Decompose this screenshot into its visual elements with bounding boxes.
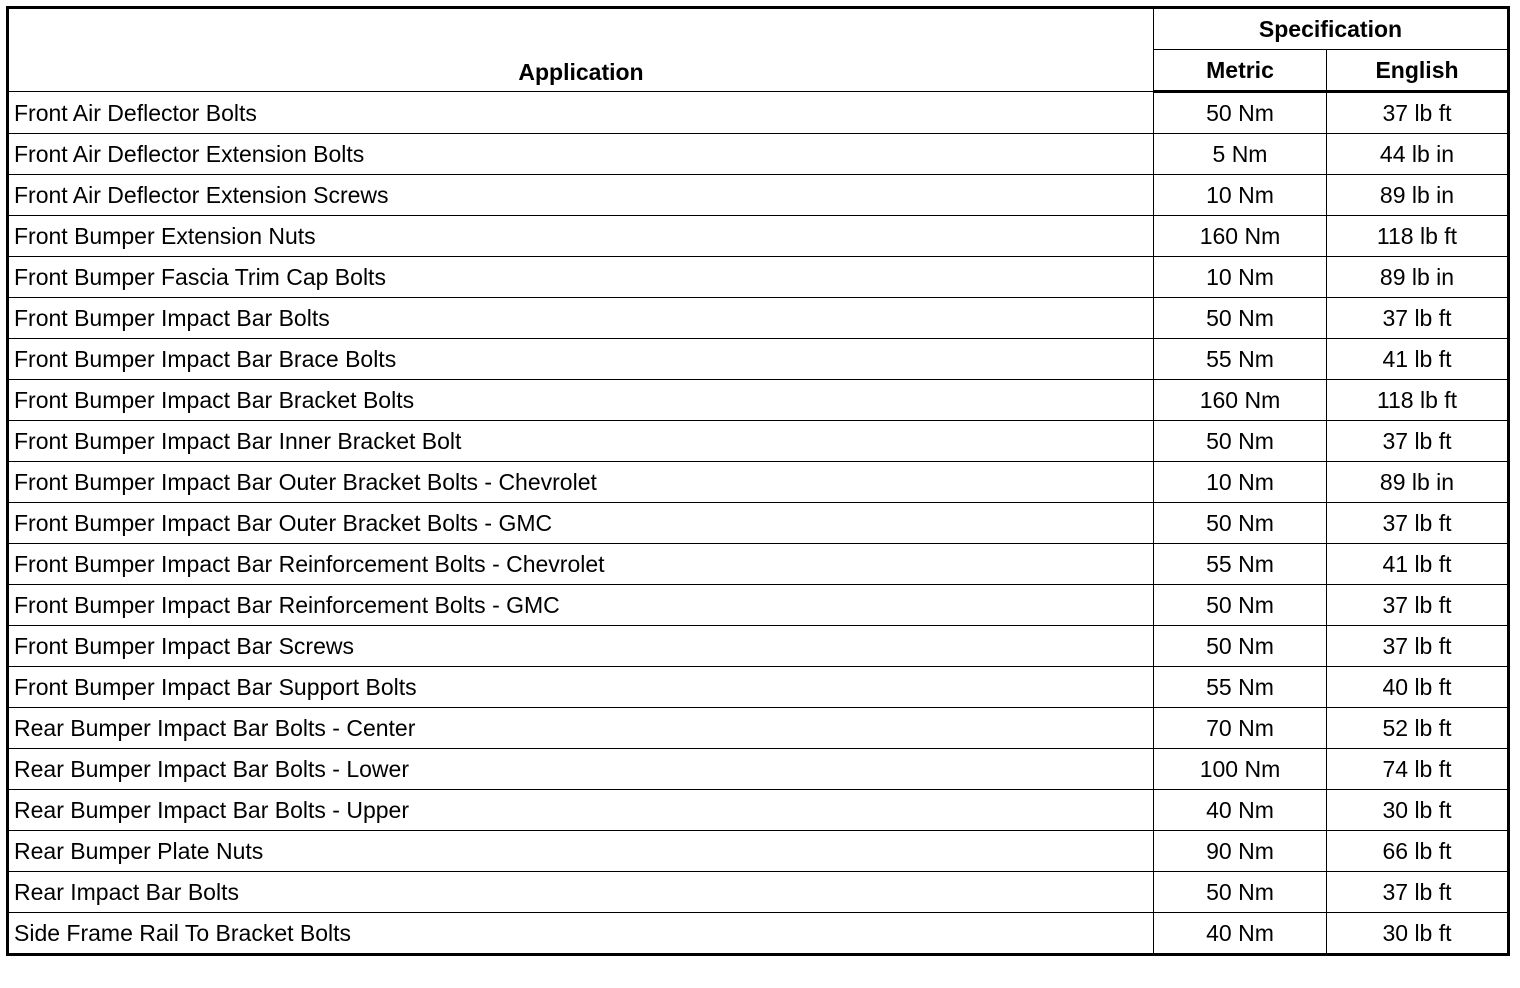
- metric-cell: 40 Nm: [1154, 790, 1327, 831]
- table-header: [8, 8, 1509, 92]
- application-cell: Front Bumper Impact Bar Inner Bracket Bolt: [8, 421, 1154, 462]
- table-row: [8, 380, 1509, 421]
- metric-cell: 50 Nm: [1154, 872, 1327, 913]
- metric-cell: 90 Nm: [1154, 831, 1327, 872]
- metric-cell: 160 Nm: [1154, 380, 1327, 421]
- torque-spec-table: [6, 6, 1510, 956]
- english-cell: 37 lb ft: [1327, 585, 1509, 626]
- metric-cell: 55 Nm: [1154, 544, 1327, 585]
- table-row: [8, 913, 1509, 955]
- metric-cell: 10 Nm: [1154, 462, 1327, 503]
- table-row: [8, 462, 1509, 503]
- table-row: [8, 626, 1509, 667]
- application-cell: Front Air Deflector Extension Bolts: [8, 134, 1154, 175]
- table-row: [8, 790, 1509, 831]
- english-cell: 37 lb ft: [1327, 872, 1509, 913]
- english-header: English: [1327, 50, 1509, 92]
- application-cell: Rear Impact Bar Bolts: [8, 872, 1154, 913]
- table-row: [8, 134, 1509, 175]
- application-cell: Front Bumper Impact Bar Reinforcement Bolts - GMC: [8, 585, 1154, 626]
- application-header: Application: [8, 8, 1154, 92]
- header-row-top: [8, 8, 1509, 50]
- table-row: [8, 216, 1509, 257]
- application-cell: Front Air Deflector Bolts: [8, 92, 1154, 134]
- english-cell: 66 lb ft: [1327, 831, 1509, 872]
- metric-cell: 70 Nm: [1154, 708, 1327, 749]
- english-cell: 40 lb ft: [1327, 667, 1509, 708]
- metric-cell: 10 Nm: [1154, 175, 1327, 216]
- metric-cell: 55 Nm: [1154, 667, 1327, 708]
- english-cell: 89 lb in: [1327, 257, 1509, 298]
- english-cell: 37 lb ft: [1327, 298, 1509, 339]
- metric-cell: 100 Nm: [1154, 749, 1327, 790]
- table-row: [8, 667, 1509, 708]
- table-row: [8, 421, 1509, 462]
- application-cell: Front Bumper Impact Bar Brace Bolts: [8, 339, 1154, 380]
- application-cell: Front Air Deflector Extension Screws: [8, 175, 1154, 216]
- english-cell: 52 lb ft: [1327, 708, 1509, 749]
- metric-header: Metric: [1154, 50, 1327, 92]
- table-row: [8, 257, 1509, 298]
- metric-cell: 50 Nm: [1154, 503, 1327, 544]
- english-cell: 30 lb ft: [1327, 913, 1509, 955]
- table-row: [8, 872, 1509, 913]
- table-row: [8, 339, 1509, 380]
- metric-cell: 50 Nm: [1154, 298, 1327, 339]
- application-cell: Front Bumper Impact Bar Screws: [8, 626, 1154, 667]
- table-row: [8, 92, 1509, 134]
- table-row: [8, 708, 1509, 749]
- metric-cell: 50 Nm: [1154, 626, 1327, 667]
- metric-cell: 40 Nm: [1154, 913, 1327, 955]
- application-cell: Front Bumper Impact Bar Reinforcement Bolts - Chevrolet: [8, 544, 1154, 585]
- application-cell: Front Bumper Impact Bar Support Bolts: [8, 667, 1154, 708]
- english-cell: 37 lb ft: [1327, 503, 1509, 544]
- specification-header: Specification: [1154, 8, 1509, 50]
- table-row: [8, 749, 1509, 790]
- english-cell: 30 lb ft: [1327, 790, 1509, 831]
- english-cell: 89 lb in: [1327, 462, 1509, 503]
- english-cell: 74 lb ft: [1327, 749, 1509, 790]
- english-cell: 44 lb in: [1327, 134, 1509, 175]
- english-cell: 37 lb ft: [1327, 421, 1509, 462]
- table-row: [8, 298, 1509, 339]
- metric-cell: 50 Nm: [1154, 585, 1327, 626]
- application-cell: Side Frame Rail To Bracket Bolts: [8, 913, 1154, 955]
- english-cell: 41 lb ft: [1327, 544, 1509, 585]
- metric-cell: 5 Nm: [1154, 134, 1327, 175]
- table-row: [8, 585, 1509, 626]
- english-cell: 41 lb ft: [1327, 339, 1509, 380]
- table-row: [8, 831, 1509, 872]
- english-cell: 89 lb in: [1327, 175, 1509, 216]
- metric-cell: 50 Nm: [1154, 421, 1327, 462]
- table-body: [8, 92, 1509, 955]
- application-cell: Front Bumper Impact Bar Bracket Bolts: [8, 380, 1154, 421]
- metric-cell: 10 Nm: [1154, 257, 1327, 298]
- application-cell: Rear Bumper Impact Bar Bolts - Upper: [8, 790, 1154, 831]
- application-cell: Front Bumper Impact Bar Outer Bracket Bolts - Chevrolet: [8, 462, 1154, 503]
- application-cell: Rear Bumper Impact Bar Bolts - Lower: [8, 749, 1154, 790]
- table-row: [8, 175, 1509, 216]
- english-cell: 118 lb ft: [1327, 380, 1509, 421]
- application-cell: Front Bumper Impact Bar Bolts: [8, 298, 1154, 339]
- metric-cell: 160 Nm: [1154, 216, 1327, 257]
- metric-cell: 55 Nm: [1154, 339, 1327, 380]
- english-cell: 118 lb ft: [1327, 216, 1509, 257]
- english-cell: 37 lb ft: [1327, 92, 1509, 134]
- table-row: [8, 503, 1509, 544]
- application-cell: Rear Bumper Plate Nuts: [8, 831, 1154, 872]
- application-cell: Rear Bumper Impact Bar Bolts - Center: [8, 708, 1154, 749]
- metric-cell: 50 Nm: [1154, 92, 1327, 134]
- application-cell: Front Bumper Fascia Trim Cap Bolts: [8, 257, 1154, 298]
- application-cell: Front Bumper Impact Bar Outer Bracket Bolts - GMC: [8, 503, 1154, 544]
- english-cell: 37 lb ft: [1327, 626, 1509, 667]
- application-cell: Front Bumper Extension Nuts: [8, 216, 1154, 257]
- table-row: [8, 544, 1509, 585]
